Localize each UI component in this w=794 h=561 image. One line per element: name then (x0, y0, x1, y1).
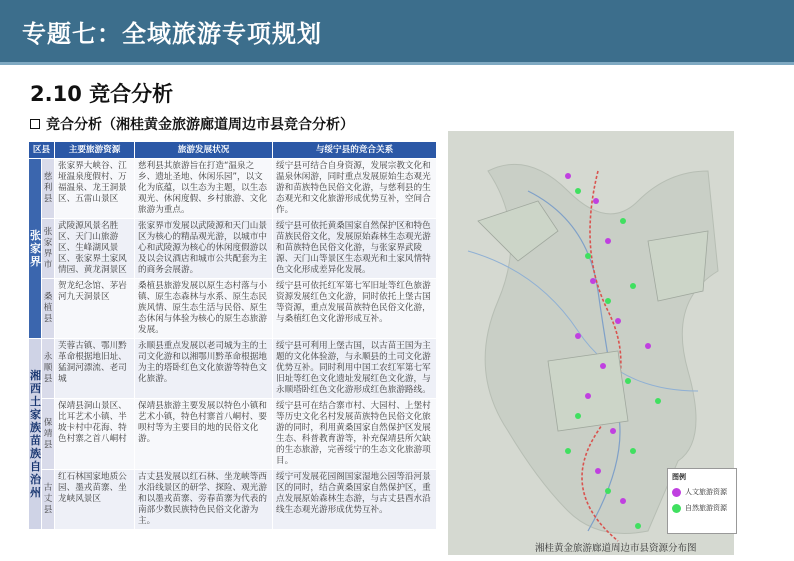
relation-cell: 绥宁可发展花园阁国家湿地公园等沿河景区的同时，结合黄桑国家自然保护区，重点发展原始森林生态游，与古丈县酉水沿线生态观光游形成优势互补。 (273, 470, 437, 530)
header-bar (0, 0, 794, 62)
county-cell: 桑植县 (42, 279, 55, 339)
table-row (29, 279, 437, 339)
page-title: 专题七：全域旅游专项规划 (22, 20, 322, 48)
status-cell: 慈利县其旅游旨在打造“温泉之乡、遗址圣地、休闲乐园”，以文化为底蕴，以生态为主题，以生态观光、休闲度假、乡村旅游、文化旅游为重点。 (135, 159, 273, 219)
table-row (29, 470, 437, 530)
status-cell: 张家界市发展以武陵源和天门山景区为核心的精品观光游，以城市中心和武陵源为核心的休闲度假游以及以会议酒店和城市公共配套为主的商务会展游。 (135, 219, 273, 279)
subsection-heading (30, 114, 354, 134)
legend-dot-icon (672, 504, 681, 513)
legend-item (672, 503, 732, 513)
resources-cell: 贺龙纪念馆、茅岩河九天洞景区 (55, 279, 135, 339)
header-cell-county: 区县 (29, 142, 55, 159)
county-cell: 古丈县 (42, 470, 55, 530)
county-cell: 慈利县 (42, 159, 55, 219)
resources-cell: 红石林国家地质公园、墨戎苗寨、坐龙峡风景区 (55, 470, 135, 530)
region-cell: 张家界 (29, 159, 42, 339)
subsection-title: 竞合分析（湘桂黄金旅游廊道周边市县竞合分析） (46, 117, 354, 133)
table-header-row (29, 142, 437, 159)
competition-table (28, 141, 437, 530)
header-cell-relation: 与绥宁县的竞合关系 (273, 142, 437, 159)
resources-cell: 保靖县洞山景区、比耳艺术小镇、半坡卡村中花海、特色村寨之首八峒村 (55, 399, 135, 470)
status-cell: 桑植县旅游发展以原生态村落与小镇、原生态森林与水系、原生态民族风情、原生态生活与民俗、原生态休闲与体验为核心的原生态旅游发展。 (135, 279, 273, 339)
legend-dot-icon (672, 488, 681, 497)
table-row (29, 219, 437, 279)
table-row (29, 159, 437, 219)
table-row (29, 339, 437, 399)
relation-cell: 绥宁县可依托黄桑国家自然保护区和特色苗族民俗文化，发展原始森林生态观光游和苗族特色民俗文化游，与张家界武陵源、天门山等景区生态观光和土家风情特色文化形成差异化发展。 (273, 219, 437, 279)
county-cell: 永顺县 (42, 339, 55, 399)
legend-item (672, 487, 732, 497)
resources-cell: 张家界大峡谷、江垭温泉度假村、万福温泉、龙王洞景区、五雷山景区 (55, 159, 135, 219)
status-cell: 永顺县重点发展以老司城为主的土司文化游和以湘鄂川黔革命根据地为主的塔卧红色文化旅游等特色文化旅游。 (135, 339, 273, 399)
resources-cell: 武陵源风景名胜区、天门山旅游区、生峰湖风景区、张家界土家风情园、黄龙洞景区 (55, 219, 135, 279)
legend-title: 图例 (672, 473, 686, 481)
table-row (29, 399, 437, 470)
legend-label: 自然旅游资源 (685, 504, 727, 512)
resources-cell: 芙蓉古镇、鄂川黔革命根据地旧址、猛洞河漂流、老司城 (55, 339, 135, 399)
header-cell-status: 旅游发展状况 (135, 142, 273, 159)
legend-label: 人文旅游资源 (685, 488, 727, 496)
map-legend (667, 468, 737, 534)
county-cell: 张家界市 (42, 219, 55, 279)
header-divider (0, 62, 794, 65)
region-cell: 湘西土家族苗族自治州 (29, 339, 42, 530)
relation-cell: 绥宁县可结合自身资源，发展宗教文化和温泉休闲游，同时重点发展原始生态观光游和苗族特色民俗文化游，与慈利县的生态观光和文化旅游形成优势互补，空间合作。 (273, 159, 437, 219)
map-caption: 湘桂黄金旅游廊道周边市县资源分布图 (535, 543, 697, 554)
relation-cell: 绥宁县可在结合寨市村、大园村、上堡村等历史文化名村发展苗族特色民俗文化旅游的同时，利用黄桑国家自然保护区发展生态、科普教育游等，补充保靖县所欠缺的生态旅游，完善绥宁的生态文化旅游项目。 (273, 399, 437, 470)
square-bullet-icon (30, 119, 40, 129)
status-cell: 保靖县旅游主要发展以特色小镇和艺术小镇，特色村寨首八峒村、要呗村等为主要目的地的民俗文化游。 (135, 399, 273, 470)
county-cell: 保靖县 (42, 399, 55, 470)
relation-cell: 绥宁县可利用上堡古国，以古苗王国为主题的文化体验游，与永顺县的土司文化游优势互补。同时利用中国工农红军第七军旧址等红色文化遗址发展红色文化游，与永顺塔卧红色文化游形成红色旅游路线。 (273, 339, 437, 399)
section-title: 2.10 竞合分析 (30, 82, 174, 106)
status-cell: 古丈县发展以红石林、坐龙峡等西水沿线景区的研学、探险、观光游和以墨戎苗寨、旁春苗寨为代表的南部少数民族特色民俗文化游为主。 (135, 470, 273, 530)
header-cell-resources: 主要旅游资源 (55, 142, 135, 159)
relation-cell: 绥宁县可依托红军第七军旧址等红色旅游资源发展红色文化游，同时依托上堡古国等资源，重点发展苗族特色民俗文化游，与桑植红色文化游形成互补。 (273, 279, 437, 339)
